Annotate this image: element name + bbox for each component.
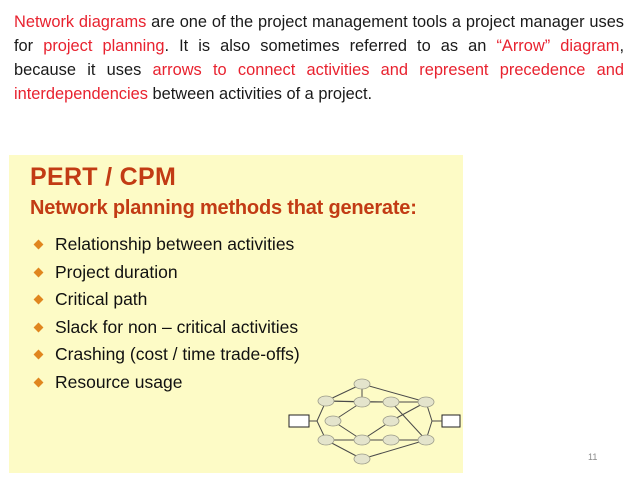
diamond-bullet-icon bbox=[34, 267, 44, 277]
start-node-box bbox=[289, 415, 309, 427]
diamond-bullet-icon bbox=[34, 295, 44, 305]
intro-text: between activities of a project. bbox=[147, 85, 373, 103]
diamond-bullet-icon bbox=[34, 322, 44, 332]
network-node bbox=[354, 435, 370, 445]
term-arrows-connect: arrows to connect activities and represent precedence and interdependencies bbox=[14, 61, 624, 103]
bullet-text: Slack for non – critical activities bbox=[55, 316, 299, 337]
bullet-item bbox=[35, 314, 300, 342]
slide-number: 11 bbox=[588, 452, 598, 462]
panel-title: PERT / CPM bbox=[30, 163, 177, 191]
diamond-bullet-icon bbox=[34, 377, 44, 387]
network-node bbox=[383, 397, 399, 407]
network-nodes bbox=[318, 379, 434, 464]
network-node bbox=[418, 397, 434, 407]
bullet-text: Project duration bbox=[55, 261, 178, 282]
network-node bbox=[418, 435, 434, 445]
pert-cpm-panel bbox=[9, 155, 463, 473]
bullet-item bbox=[35, 231, 300, 259]
intro-text: . It is also sometimes referred to as an bbox=[164, 37, 497, 55]
bullet-item bbox=[35, 259, 300, 287]
network-node bbox=[383, 416, 399, 426]
network-node bbox=[318, 435, 334, 445]
network-node bbox=[318, 396, 334, 406]
bullet-text: Relationship between activities bbox=[55, 234, 295, 254]
bullet-item bbox=[35, 341, 300, 369]
intro-paragraph bbox=[14, 10, 624, 106]
network-node bbox=[325, 416, 341, 426]
bullet-text: Crashing (cost / time trade-offs) bbox=[55, 344, 300, 364]
diamond-bullet-icon bbox=[34, 240, 44, 250]
network-node bbox=[354, 397, 370, 407]
network-node bbox=[354, 379, 370, 389]
panel-subtitle: Network planning methods that generate: bbox=[30, 197, 417, 219]
bullet-item bbox=[35, 369, 300, 397]
bullet-list bbox=[35, 231, 300, 396]
diamond-bullet-icon bbox=[34, 350, 44, 360]
intro-text: , because it uses bbox=[14, 37, 624, 79]
bullet-text: Resource usage bbox=[55, 371, 183, 392]
term-network-diagrams: Network diagrams bbox=[14, 13, 147, 31]
bullet-item bbox=[35, 286, 300, 314]
network-diagram-illustration bbox=[284, 373, 464, 471]
intro-text: are one of the project management tools a project manager uses for bbox=[14, 13, 625, 55]
end-node-box bbox=[442, 415, 460, 427]
network-node bbox=[354, 454, 370, 464]
network-node bbox=[383, 435, 399, 445]
bullet-text: Critical path bbox=[55, 289, 148, 309]
term-project-planning: project planning bbox=[43, 37, 165, 55]
term-arrow-diagram: “Arrow” diagram bbox=[496, 37, 620, 55]
